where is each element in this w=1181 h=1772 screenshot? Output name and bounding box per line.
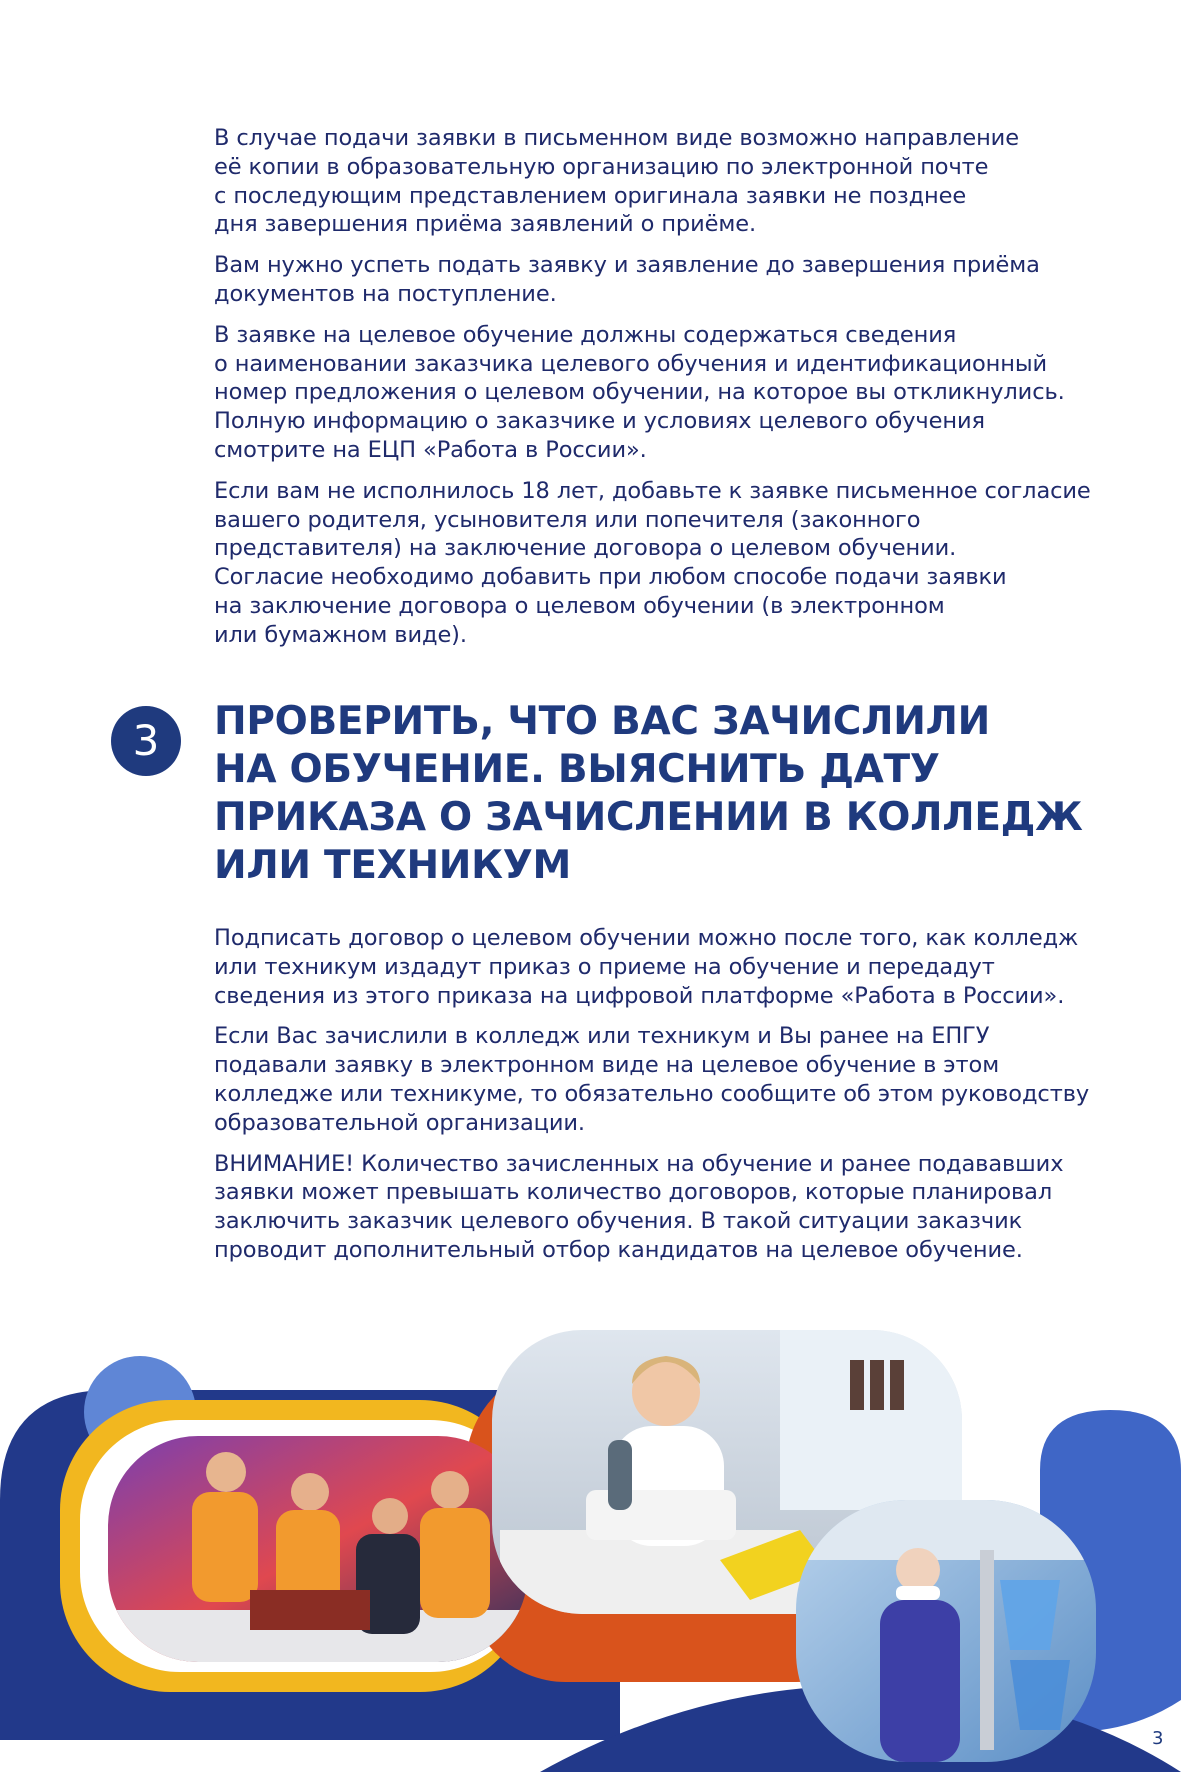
paragraph-written-application: В случае подачи заявки в письменном виде возможно направление её копии в образовательную организацию по электронной почте с последующим представлением оригинала заявки не позднее дня завершения приёма заявлений о приёме. bbox=[214, 125, 1019, 238]
paragraph-sign-contract: Подписать договор о целевом обучении можно после того, как колледж или техникум издадут приказ о приеме на обучение и передадут сведения из этого приказа на цифровой платформе «Работа в России». bbox=[214, 925, 1079, 1009]
body-text-top bbox=[214, 124, 1114, 662]
body-text-bottom bbox=[214, 924, 1114, 1277]
step-number-badge: 3 bbox=[111, 706, 181, 776]
paragraph-application-contents: В заявке на целевое обучение должны содержаться сведения о наименовании заказчика целевого обучения и идентификационный номер предложения о целевом обучении, на которое вы откликнулись. Полную информацию о заказчике и условиях целевого обучения смотрите на ЕЦП «Работа в России». bbox=[214, 321, 1065, 463]
paragraph-attention: ВНИМАНИЕ! Количество зачисленных на обучение и ранее подававших заявки может превышать количество договоров, которые планировал заключить заказчик целевого обучения. В такой ситуации заказчик проводит дополнительный отбор кандидатов на целевое обучение. bbox=[214, 1150, 1064, 1263]
paragraph-epgu-notice: Если Вас зачислили в колледж или техникум и Вы ранее на ЕПГУ подавали заявку в электронном виде на целевое обучение в этом колледже или техникуме, то обязательно сообщите об этом руководству образовательной организации. bbox=[214, 1023, 1090, 1136]
step-heading: ПРОВЕРИТЬ, ЧТО ВАС ЗАЧИСЛИЛИ НА ОБУЧЕНИЕ. ВЫЯСНИТЬ ДАТУ ПРИКАЗА О ЗАЧИСЛЕНИИ В КОЛЛЕДЖ ИЛИ ТЕХНИКУМ bbox=[214, 699, 1083, 888]
paragraph-minor-consent: Если вам не исполнилось 18 лет, добавьте к заявке письменное согласие вашего родителя, усыновителя или попечителя (законного представителя) на заключение договора о целевом обучении. Согласие необходимо добавить при любом способе подачи заявки на заключение договора о целевом обучении (в электронном или бумажном виде). bbox=[214, 477, 1091, 648]
page-number: 3 bbox=[1152, 1728, 1164, 1749]
paragraph-deadline: Вам нужно успеть подать заявку и заявление до завершения приёма документов на поступление. bbox=[214, 252, 1040, 307]
photo-collage bbox=[0, 1320, 1181, 1772]
photo-lab-student bbox=[796, 1500, 1096, 1762]
photo-students-workshop bbox=[108, 1436, 528, 1662]
